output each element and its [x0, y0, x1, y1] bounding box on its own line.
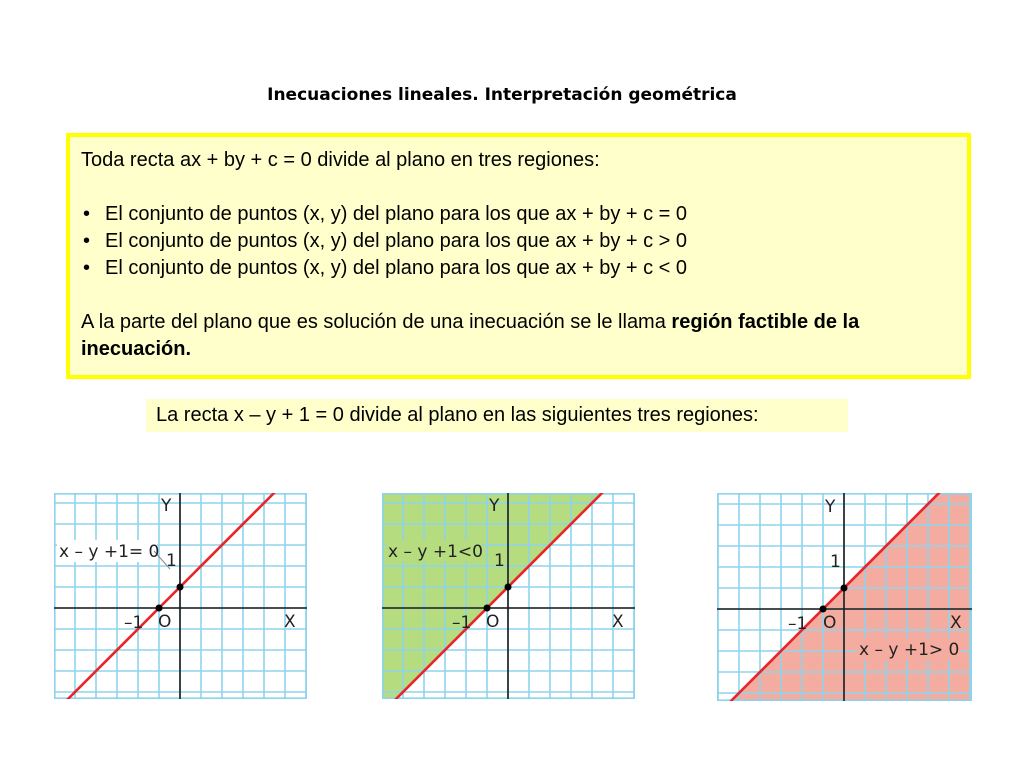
x-axis-label: X — [612, 612, 624, 632]
bullet-dot: • — [83, 230, 91, 252]
x-intercept-label: –1 — [452, 613, 472, 633]
bullet-text: El conjunto de puntos (x, y) del plano para los que ax + by + c > 0 — [105, 230, 688, 252]
y-intercept-label: 1 — [830, 552, 841, 572]
graph-less-than — [382, 493, 635, 699]
origin-label: O — [158, 612, 172, 632]
origin-label: O — [486, 612, 500, 632]
conclusion-text: A la parte del plano que es solución de una inecuación se le llama — [81, 311, 672, 333]
bullet-dot: • — [83, 203, 91, 225]
graph-greater-than — [717, 493, 972, 701]
x-intercept-label: –1 — [788, 614, 808, 634]
relation-label: x – y +1<0 — [388, 542, 483, 562]
x-axis-label: X — [950, 613, 962, 633]
relation-label: x – y +1= 0 — [59, 542, 160, 562]
bullet-text: El conjunto de puntos (x, y) del plano para los que ax + by + c = 0 — [105, 203, 688, 225]
spacer — [81, 282, 957, 309]
y-intercept-point — [177, 584, 184, 591]
definition-box — [66, 133, 971, 379]
definition-conclusion — [81, 309, 957, 363]
graph-svg — [54, 493, 307, 699]
x-intercept-point — [484, 605, 491, 612]
graph-svg — [717, 493, 972, 701]
definition-bullet-less — [81, 255, 957, 282]
y-axis-label: Y — [161, 496, 172, 516]
graph-svg — [382, 493, 635, 699]
x-axis-label: X — [284, 612, 296, 632]
y-intercept-point — [841, 585, 848, 592]
y-intercept-label: 1 — [166, 551, 177, 571]
conclusion-highlight: región factible de la inecuación. — [81, 311, 860, 360]
spacer — [81, 174, 957, 201]
example-box: La recta x – y + 1 = 0 divide al plano en las siguientes tres regiones: — [146, 399, 848, 432]
x-intercept-label: –1 — [124, 613, 144, 633]
y-intercept-point — [505, 584, 512, 591]
bullet-text: El conjunto de puntos (x, y) del plano para los que ax + by + c < 0 — [105, 257, 688, 279]
bullet-dot: • — [83, 257, 91, 279]
page-title: Inecuaciones lineales. Interpretación geométrica — [267, 85, 737, 105]
definition-bullet-equal — [81, 201, 957, 228]
x-intercept-point — [820, 606, 827, 613]
definition-intro: Toda recta ax + by + c = 0 divide al plano en tres regiones: — [81, 149, 600, 171]
x-intercept-point — [156, 605, 163, 612]
graph-line — [54, 493, 307, 699]
y-axis-label: Y — [489, 496, 500, 516]
relation-label: x – y +1> 0 — [859, 640, 960, 660]
definition-bullet-greater — [81, 228, 957, 255]
y-intercept-label: 1 — [494, 551, 505, 571]
y-axis-label: Y — [825, 497, 836, 517]
origin-label: O — [823, 613, 837, 633]
